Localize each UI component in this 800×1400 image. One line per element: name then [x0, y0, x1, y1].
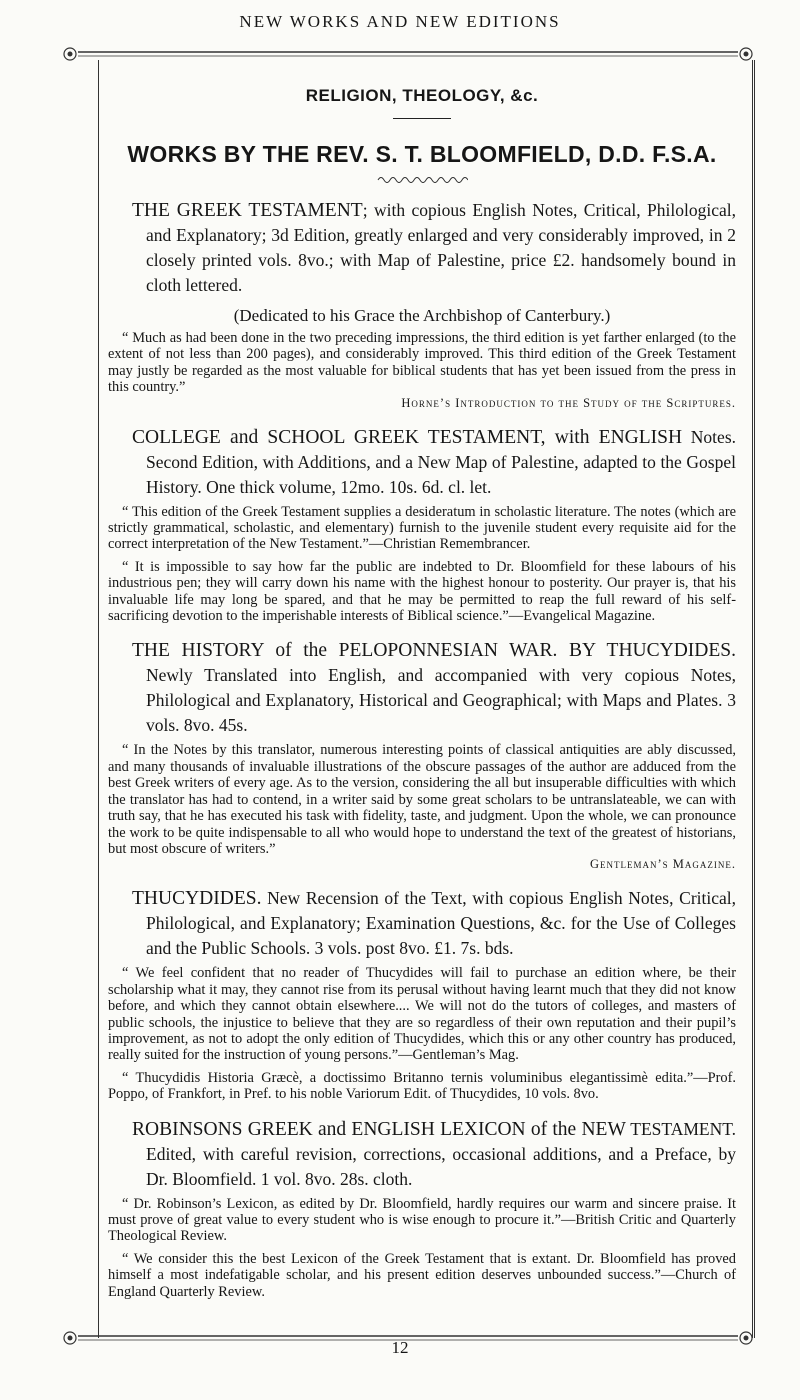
entry-title: COLLEGE and SCHOOL GREEK TESTAMENT, with ENGLISH: [132, 426, 683, 448]
entry-description: TESTAMENT. Edited, with careful revision, corrections, occasional additions, and a Preface, by Dr. Bloomfield. 1 vol. 8vo. 28s. cloth.: [146, 1118, 736, 1189]
review-quote: “ We feel confident that no reader of Thucydides will fail to purchase an edition where, be their scholarship what it may, they cannot rise from its perusal without having learnt much that they did not know before, and which they cannot obtain elsewhere.... We will not do the tutors of colleges, and masters of public schools, the injustice to believe that they are so regardless of their own reputation and their pupil’s improvement, as not to adopt the only edition of Thucydides, which this or any other country has produced, really suited for the instruction of young persons.”—Gentleman’s Mag.: [108, 965, 736, 1064]
entry-college-school-greek-testament: [108, 425, 736, 625]
running-head: NEW WORKS AND NEW EDITIONS: [239, 12, 561, 31]
wavy-ornament: [376, 174, 468, 184]
entry-thucydides-recension: [108, 886, 736, 1102]
entry-description: Newly Translated into English, and accompanied with very copious Notes, Philological and Explanatory, Historical and Geographical; with Maps and Plates. 3 vols. 8vo. 45s.: [146, 665, 736, 736]
review-attribution: Horne’s Introduction to the Study of the Scriptures.: [401, 395, 736, 410]
right-border-rule: [752, 60, 755, 1338]
entry-description: Notes. Second Edition, with Additions, and a New Map of Palestine, adapted to the Gospel History. One thick volume, 12mo. 10s. 6d. cl. let.: [146, 426, 737, 497]
review-quote: “ Dr. Robinson’s Lexicon, as edited by Dr. Bloomfield, hardly requires our warm and sincere praise. It must prove of great value to every student who is wise enough to procure it.”—British Critic and Quarterly Theological Review.: [108, 1195, 736, 1245]
entry-peloponnesian-war: [108, 638, 736, 872]
review-quote: “ It is impossible to say how far the public are indebted to Dr. Bloomfield for these labours of his industrious pen; they will carry down his name with the highest honour to posterity. Our prayer is, that his invaluable life may long be spared, and that he may be permitted to reap the full reward of his self-sacrificing devotion to the imperishable interests of Biblical science.”—Evangelical Magazine.: [108, 558, 736, 625]
review-attribution: Gentleman’s Magazine.: [589, 857, 736, 872]
review-quote: “ We consider this the best Lexicon of the Greek Testament that is extant. Dr. Bloomfield has proved himself a most indefatigable scholar, and his present edition deserves unbounded success.”—Church of England Quarterly Review.: [108, 1250, 736, 1300]
entry-title: THUCYDIDES.: [132, 888, 262, 910]
main-heading: WORKS BY THE REV. S. T. BLOOMFIELD, D.D. F.S.A.: [127, 141, 717, 167]
short-rule: [393, 118, 451, 119]
review-quote: “ Much as had been done in the two preceding impressions, the third edition is yet farther enlarged (to the extent of not less than 200 pages), and considerably improved. This third edition of the Greek Testament may justly be regarded as the most valuable for biblical students that has yet been issued from the press in this country.”: [108, 330, 736, 396]
page-number: 12: [391, 1338, 409, 1357]
left-border-rule: [98, 60, 99, 1338]
page-content: [108, 86, 736, 1300]
entry-description: ; with copious English Notes, Critical, Philological, and Explanatory; 3d Edition, greatly enlarged and very considerably improved, in 2 closely printed vols. 8vo.; with Map of Palestine, price £2. handsomely bound in cloth lettered.: [146, 200, 737, 295]
entry-title: ROBINSONS GREEK and ENGLISH LEXICON of the NEW: [132, 1118, 626, 1140]
review-quote: “ Thucydidis Historia Græcè, a doctissimo Britanno ternis voluminibus elegantissimè edita.”—Prof. Poppo, of Frankfort, in Pref. to his noble Variorum Edit. of Thucydides, 10 vols. 8vo.: [108, 1069, 736, 1103]
review-quote: “ This edition of the Greek Testament supplies a desideratum in scholastic literature. The notes (which are strictly grammatical, scholastic, and elementary) furnish to the juvenile student every requisite aid for the correct interpretation of the New Testament.”—Christian Remembrancer.: [108, 503, 736, 553]
entry-title: THE GREEK TESTAMENT: [132, 200, 363, 221]
dedication: (Dedicated to his Grace the Archbishop of Canterbury.): [233, 306, 611, 325]
entry-greek-testament: [108, 198, 736, 411]
entry-description: New Recension of the Text, with copious English Notes, Critical, Philological, and Explanatory; Examination Questions, &c. for the Use of Colleges and the Public Schools. 3 vols. post 8vo. £1. 7s. bds.: [146, 888, 736, 959]
entry-title: THE HISTORY of the PELOPONNESIAN WAR. BY THUCYDIDES.: [132, 640, 736, 662]
review-quote: “ In the Notes by this translator, numerous interesting points of classical antiquities are ably discussed, and many thousands of invaluable illustrations of the obscure passages of the author are adduced from the best Greek writers of every age. As to the version, considering the all but insuperable difficulties with which the translator has had to contend, in a writer said by some great scholars to be untranslateable, we can with truth say, that he has executed his task with fidelity, taste, and judgment. Upon the whole, we can pronounce the work to be quite indispensable to all who would hope to understand the text of the greatest of historians, but most obscure of writers.”: [108, 742, 736, 857]
entry-robinson-lexicon: [108, 1117, 736, 1300]
section-heading: RELIGION, THEOLOGY, &c.: [305, 86, 539, 105]
top-border-rule: [62, 46, 754, 62]
